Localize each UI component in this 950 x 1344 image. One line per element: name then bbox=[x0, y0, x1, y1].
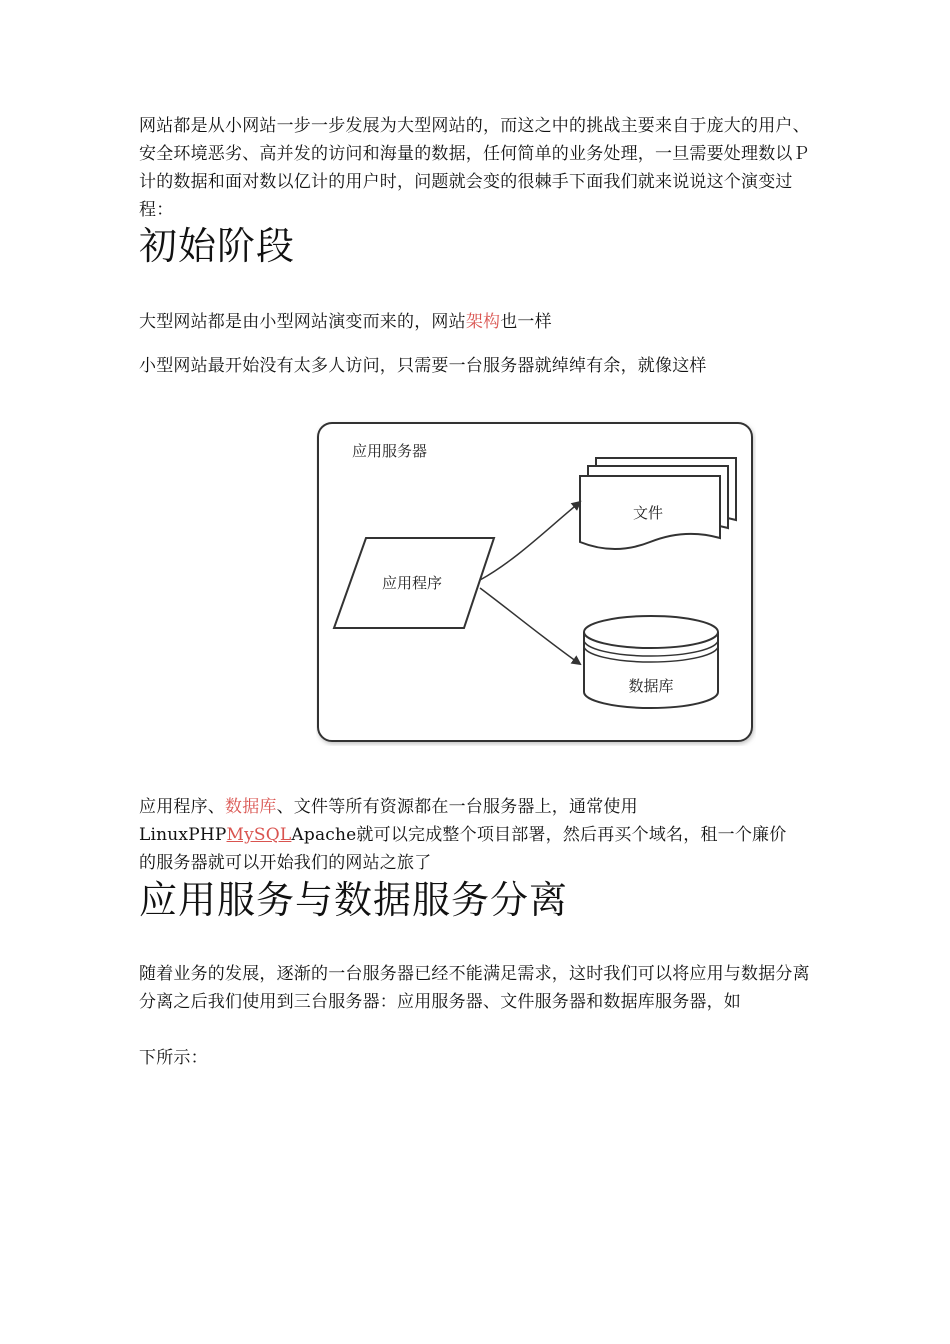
database-link[interactable]: 数据库 bbox=[225, 797, 277, 817]
section1-paragraph-2: 小型网站最开始没有太多人访问，只需要一台服务器就绰绰有余，就像这样 bbox=[139, 356, 707, 376]
file-label: 文件 bbox=[632, 504, 664, 522]
section2-paragraph-1: 随着业务的发展，逐渐的一台服务器已经不能满足需求，这时我们可以将应用与数据分离分离之后我们使用到三台服务器：应用服务器、文件服务器和数据库服务器，如 bbox=[139, 964, 810, 1012]
section1-p1-text-after: 也一样 bbox=[500, 312, 552, 332]
p3-text-a: 应用程序、 bbox=[139, 797, 225, 817]
p3-text-d: Apache就可以完成整个项目部署，然后再买个域名，租一个廉价 bbox=[291, 825, 787, 845]
p3-text-b: 、文件等所有资源都在一台服务器上，通常使用 bbox=[276, 797, 638, 817]
application-label: 应用程序 bbox=[381, 574, 443, 592]
database-label: 数据库 bbox=[628, 677, 674, 695]
section1-paragraph-1 bbox=[139, 308, 811, 336]
section1-p1-text-before: 大型网站都是由小型网站演变而来的，网站 bbox=[139, 312, 466, 332]
p3-text-e: 的服务器就可以开始我们的网站之旅了 bbox=[139, 853, 432, 873]
section1-paragraph-3 bbox=[139, 793, 811, 877]
server-architecture-diagram bbox=[316, 420, 756, 746]
section-title-initial-stage: 初始阶段 bbox=[139, 224, 296, 268]
section2-paragraph-2: 下所示： bbox=[139, 1048, 208, 1068]
p3-text-c: LinuxPHP bbox=[139, 825, 227, 845]
architecture-link[interactable]: 架构 bbox=[465, 312, 501, 332]
intro-paragraph: 网站都是从小网站一步一步发展为大型网站的，而这之中的挑战主要来自于庞大的用户、安全环境恶劣、高并发的访问和海量的数据，任何简单的业务处理，一旦需要处理数以Ｐ计的数据和面对数以亿计的用户时，问题就会变的很棘手下面我们就来说说这个演变过程： bbox=[139, 116, 810, 220]
file-stack-icon bbox=[580, 458, 736, 549]
section-title-app-data-separation: 应用服务与数据服务分离 bbox=[139, 878, 569, 922]
mysql-link[interactable]: MySQL bbox=[226, 825, 292, 845]
database-cylinder-icon bbox=[584, 616, 718, 708]
container-label: 应用服务器 bbox=[352, 442, 428, 460]
diagram-svg bbox=[316, 420, 756, 746]
